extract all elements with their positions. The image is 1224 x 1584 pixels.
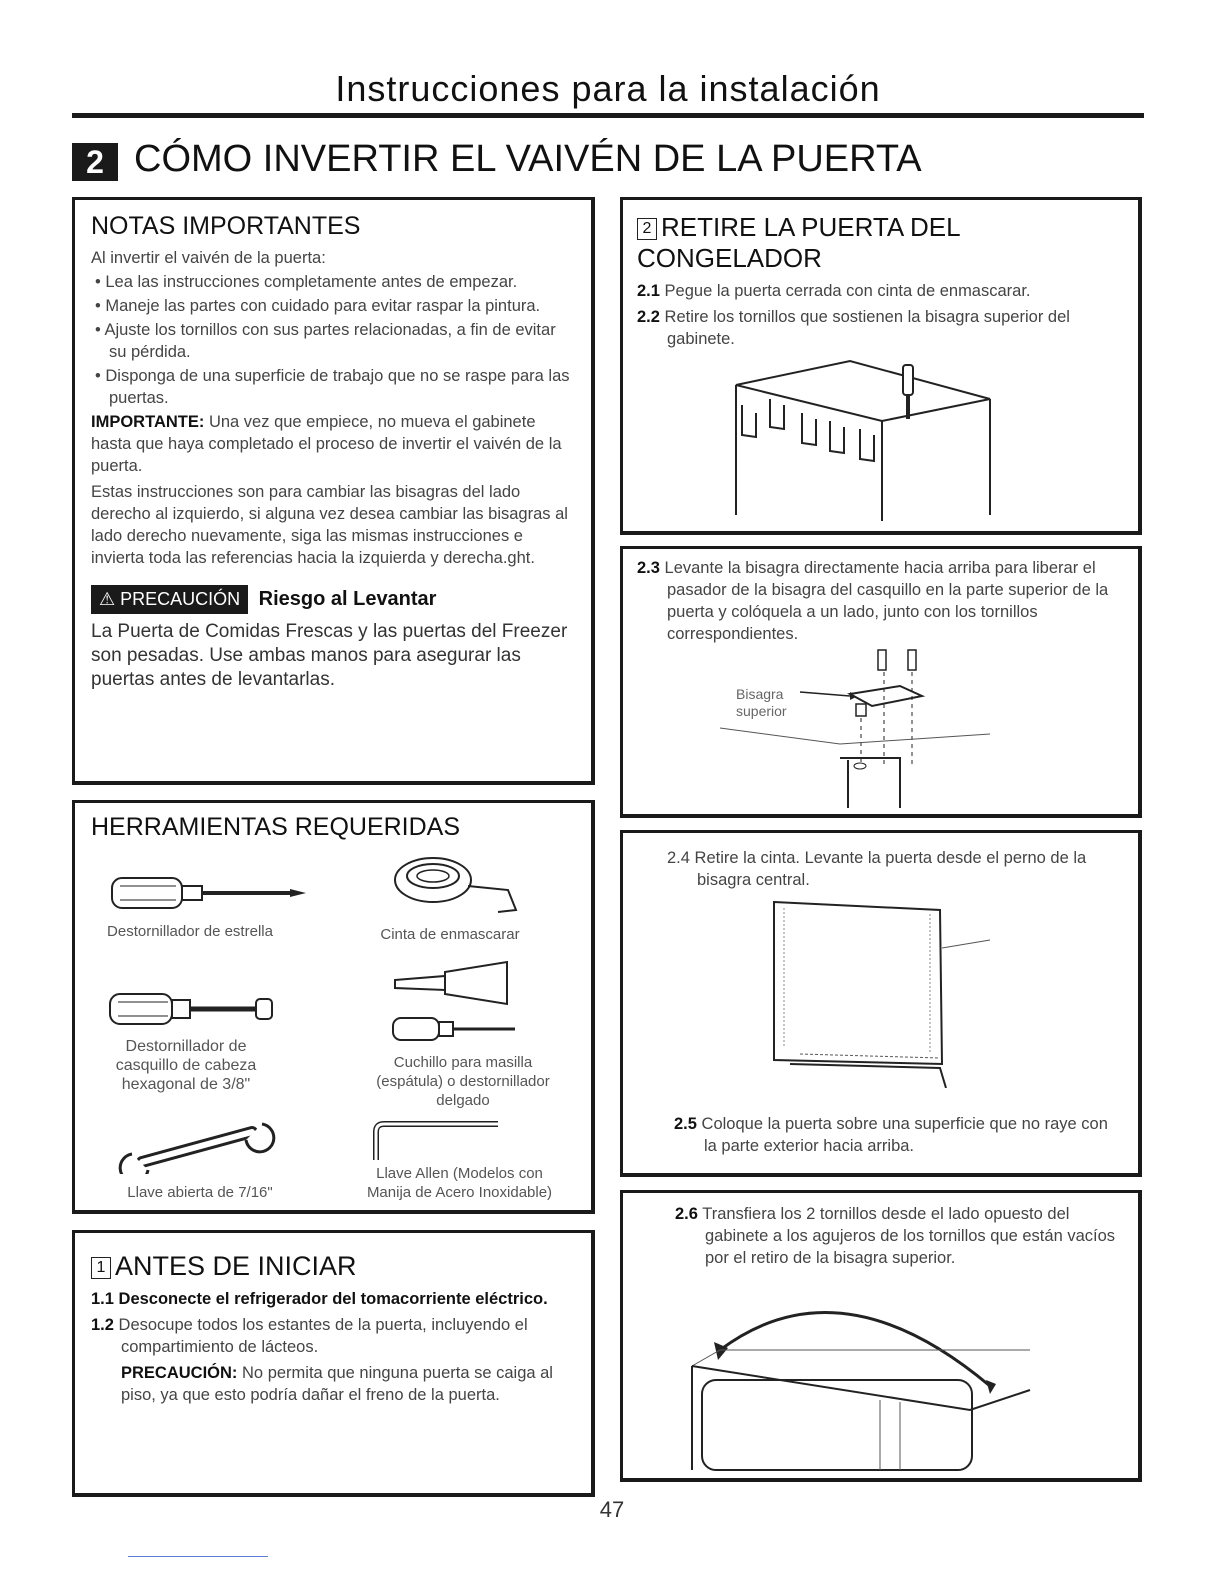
phillips-label: Destornillador de estrella (107, 923, 273, 940)
remove-step-4-num: 2.4 (667, 849, 690, 867)
caution-header (91, 585, 577, 614)
allen-key-illustration (370, 1118, 510, 1164)
caution-title: Riesgo al Levantar (258, 588, 437, 610)
allen-label: Llave Allen (Modelos con Manija de Acero Inoxidable) (366, 1165, 553, 1201)
notes-box (72, 197, 595, 785)
before-title-row (91, 1251, 577, 1282)
notes-bullet: • Disponga de una superficie de trabajo que no se raspe para las puertas. (91, 365, 577, 409)
remove-step-3 (637, 557, 1124, 645)
section-title: CÓMO INVERTIR EL VAIVÉN DE LA PUERTA (134, 138, 922, 180)
remove-step-1-num: 2.1 (637, 282, 660, 300)
before-title: ANTES DE INICIAR (115, 1251, 357, 1281)
remove-step-2 (637, 306, 1124, 350)
masking-tape-illustration (388, 852, 528, 914)
caution-badge (91, 585, 248, 614)
remove-step-5-text: Coloque la puerta sobre una superficie que no raye con la parte exterior hacia arriba. (701, 1115, 1108, 1155)
remove-step-5-num: 2.5 (674, 1115, 697, 1133)
remove-title-row (637, 212, 1124, 274)
before-caution-label: PRECAUCIÓN: (121, 1364, 238, 1382)
hex-driver-label (96, 1037, 276, 1094)
before-caution-text: No permita que ninguna puerta se caiga al piso, ya que esto podría dañar el freno de la puerta. (121, 1364, 553, 1404)
caution-badge-label: PRECAUCIÓN (120, 589, 241, 609)
before-step-2-num: 1.2 (91, 1316, 114, 1334)
putty-knife-illustration (385, 960, 525, 1050)
section-number: 2 (72, 143, 118, 181)
notes-list (91, 271, 577, 409)
tools-title: HERRAMIENTAS REQUERIDAS (91, 813, 461, 841)
before-step-2-text: Desocupe todos los estantes de la puerta, incluyendo el compartimiento de lácteos. (118, 1316, 528, 1356)
before-step-1-text: Desconecte el refrigerador del tomacorriente eléctrico. (118, 1290, 548, 1308)
hinge-label-text: Bisagra superior (736, 686, 787, 719)
remove-step-2-text: Retire los tornillos que sostienen la bisagra superior del gabinete. (664, 308, 1070, 348)
warning-triangle-icon: ⚠ (99, 589, 116, 609)
remove-title: RETIRE LA PUERTA DEL CONGELADOR (637, 212, 960, 273)
footer-rule (128, 1556, 268, 1557)
before-box (72, 1230, 595, 1497)
hex-driver-label-text: Destornillador de casquillo de cabeza hexagonal de 3/8" (115, 1038, 257, 1093)
taped-door-illustration (730, 355, 1000, 525)
hex-driver-illustration (108, 990, 278, 1030)
open-wrench-illustration (112, 1118, 282, 1174)
remove-step-1-text: Pegue la puerta cerrada con cinta de enmascarar. (664, 282, 1031, 300)
caution-text: La Puerta de Comidas Frescas y las puertas del Freezer son pesadas. Use ambas manos para asegurar las puertas antes de levantarlas. (91, 621, 568, 690)
before-caution (91, 1362, 577, 1406)
page-number: 47 (599, 1497, 625, 1522)
before-number: 1 (91, 1257, 111, 1279)
notes-intro: Al invertir el vaivén de la puerta: (91, 249, 326, 267)
hinge-illustration (700, 648, 1000, 808)
phillips-screwdriver-illustration (110, 872, 310, 916)
putty-knife-label: Cuchillo para masilla (espátula) o destornillador delgado (376, 1054, 550, 1109)
door-lift-illustration (770, 888, 1000, 1088)
remove-step-1 (637, 280, 1124, 302)
remove-step-4 (667, 847, 1124, 891)
tape-label: Cinta de enmascarar (380, 926, 520, 943)
before-step-1 (91, 1288, 577, 1310)
remove-step-3-num: 2.3 (637, 559, 660, 577)
remove-number: 2 (637, 218, 657, 240)
wrench-label: Llave abierta de 7/16" (127, 1184, 273, 1201)
remove-step-6-num: 2.6 (675, 1205, 698, 1223)
notes-bullet: • Maneje las partes con cuidado para evitar raspar la pintura. (91, 295, 577, 317)
remove-step-6 (675, 1203, 1124, 1269)
before-step-1-num: 1.1 (91, 1290, 114, 1308)
notes-bullet: • Lea las instrucciones completamente antes de empezar. (91, 271, 577, 293)
remove-step-6-text: Transfiera los 2 tornillos desde el lado opuesto del gabinete a los agujeros de los tornillos que están vacíos por el retiro de la bisagra superior. (702, 1205, 1116, 1267)
page-header-title: Instrucciones para la instalación (335, 68, 881, 109)
before-step-2 (91, 1314, 577, 1358)
remove-step-3-text: Levante la bisagra directamente hacia arriba para liberar el pasador de la bisagra del casquillo en la parte superior de la puerta y colóquela a un lado, junto con los tornillos correspondientes. (664, 559, 1109, 643)
remove-step-5 (674, 1113, 1124, 1157)
header-rule (72, 113, 1144, 118)
important-text: Una vez que empiece, no mueva el gabinete hasta que haya completado el proceso de invertir el vaivén de la puerta. (91, 413, 562, 475)
notes-bullet: • Ajuste los tornillos con sus partes relacionadas, a fin de evitar su pérdida. (91, 319, 577, 363)
remove-step-2-num: 2.2 (637, 308, 660, 326)
remove-step-4-text: Retire la cinta. Levante la puerta desde el perno de la bisagra central. (694, 849, 1087, 889)
important-note (91, 411, 577, 477)
important-label: IMPORTANTE: (91, 413, 205, 431)
notes-title: NOTAS IMPORTANTES (91, 212, 361, 240)
screw-transfer-illustration (690, 1290, 1040, 1475)
notes-paragraph: Estas instrucciones son para cambiar las bisagras del lado derecho al izquierdo, si alguna vez desea cambiar las bisagras al lado derecho nuevamente, siga las mismas instrucciones e invierta toda las referencias hacia la izquierda y derecha.ght. (91, 483, 568, 567)
step-2-5-wrap (674, 1113, 1124, 1161)
